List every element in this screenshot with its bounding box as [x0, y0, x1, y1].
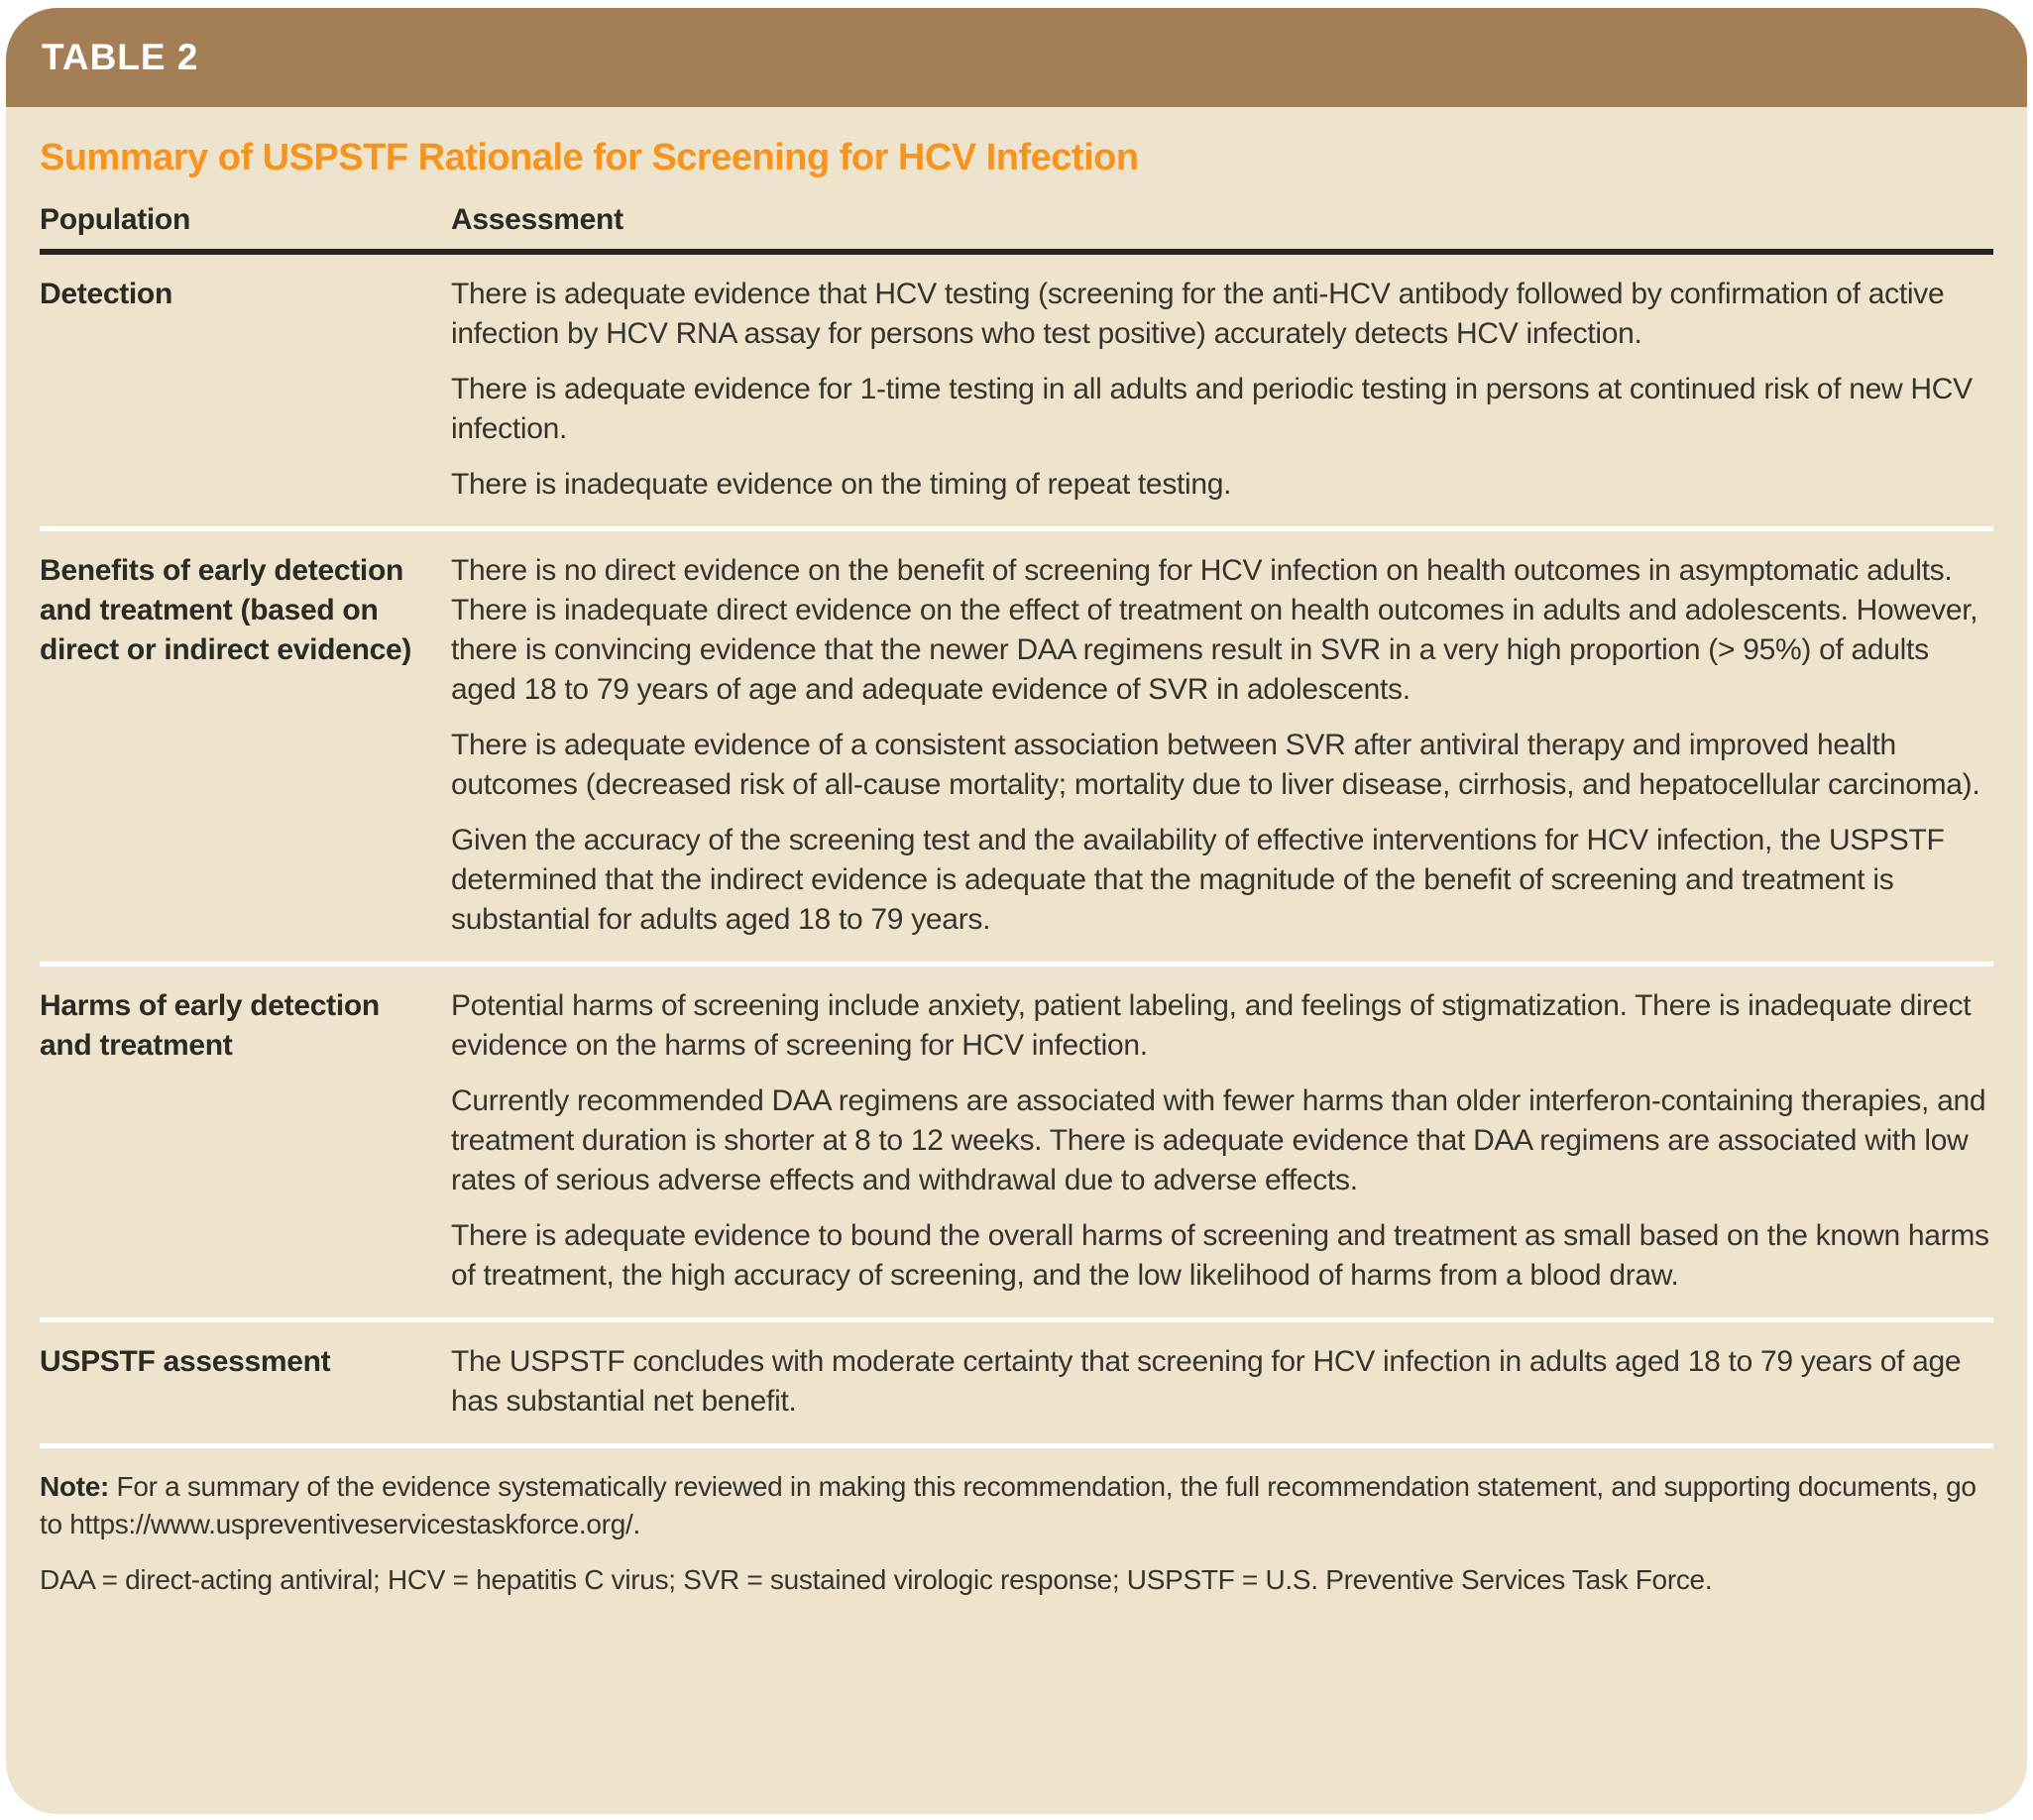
assessment-paragraph: Given the accuracy of the screening test and the availability of effective interventions for HCV infection, the USPSTF determined that the indirect evidence is adequate that the magnitude of the benefit of screening and treatment is substantial for adults aged 18 to 79 years. — [451, 824, 1945, 936]
table-title: Summary of USPSTF Rationale for Screening for HCV Infection — [40, 137, 1139, 178]
assessment-paragraph: There is no direct evidence on the benefit of screening for HCV infection on health outcomes in asymptomatic adults. There is inadequate direct evidence on the effect of treatment on health outcomes in adults and adolescents. However, there is convincing evidence that the newer DAA regimens result in SVR in a very high proportion (> 95%) of adults aged 18 to 79 years of age and adequate evidence of SVR in adolescents. — [451, 554, 1978, 706]
population-label: Detection — [40, 278, 172, 310]
assessment-cell — [451, 1342, 1993, 1422]
table-row-uspstf-assessment — [40, 1317, 1993, 1443]
assessment-paragraph: There is adequate evidence that HCV testing (screening for the anti-HCV antibody followed by confirmation of active infection by HCV RNA assay for persons who test positive) accurately detects HCV infection. — [451, 278, 1945, 350]
assessment-paragraph: There is inadequate evidence on the timing of repeat testing. — [451, 468, 1232, 501]
assessment-paragraph: There is adequate evidence for 1-time testing in all adults and periodic testing in persons at continued risk of new HCV infection. — [451, 373, 1973, 445]
column-header-assessment: Assessment — [451, 203, 623, 236]
table-column-headers — [40, 203, 1993, 255]
assessment-paragraph: The USPSTF concludes with moderate certainty that screening for HCV infection in adults aged 18 to 79 years of age has substantial net benefit. — [451, 1345, 1962, 1418]
assessment-paragraph: There is adequate evidence to bound the overall harms of screening and treatment as small based on the known harms of treatment, the high accuracy of screening, and the low likelihood of harms from a blood draw. — [451, 1219, 1989, 1292]
table-number-label: TABLE 2 — [42, 37, 199, 77]
table-card — [6, 8, 2027, 1814]
abbreviations: DAA = direct-acting antiviral; HCV = hepatitis C virus; SVR = sustained virologic response; USPSTF = U.S. Preventive Services Task Force. — [40, 1564, 1713, 1595]
table-header-bar — [6, 8, 2027, 107]
table-row-detection — [40, 255, 1993, 526]
assessment-cell — [451, 986, 1993, 1296]
assessment-paragraph: Currently recommended DAA regimens are associated with fewer harms than older interferon-containing therapies, and treatment duration is shorter at 8 to 12 weeks. There is adequate evidence that DAA regimens are associated with low rates of serious adverse effects and withdrawal due to adverse effects. — [451, 1084, 1986, 1196]
assessment-paragraph: There is adequate evidence of a consistent association between SVR after antiviral therapy and improved health outcomes (decreased risk of all-cause mortality; mortality due to liver disease, cirrhosis, and hepatocellular carcinoma). — [451, 729, 1980, 801]
note-label: Note: — [40, 1471, 110, 1502]
population-label: Benefits of early detection and treatment (based on direct or indirect evidence) — [40, 554, 412, 666]
population-label: Harms of early detection and treatment — [40, 989, 380, 1062]
column-header-population: Population — [40, 203, 190, 236]
table-row-benefits — [40, 526, 1993, 962]
population-label: USPSTF assessment — [40, 1345, 331, 1378]
assessment-cell — [451, 551, 1993, 940]
assessment-paragraph: Potential harms of screening include anxiety, patient labeling, and feelings of stigmatization. There is inadequate direct evidence on the harms of screening for HCV infection. — [451, 989, 1972, 1062]
table-row-harms — [40, 962, 1993, 1317]
note-text: For a summary of the evidence systematically reviewed in making this recommendation, the full recommendation statement, and supporting documents, go to https://www.uspreventiveservicestaskforce.org/. — [40, 1471, 1977, 1539]
table-body — [6, 137, 2027, 1599]
assessment-cell — [451, 275, 1993, 505]
note — [40, 1468, 1993, 1543]
table-footnotes — [40, 1443, 1993, 1599]
